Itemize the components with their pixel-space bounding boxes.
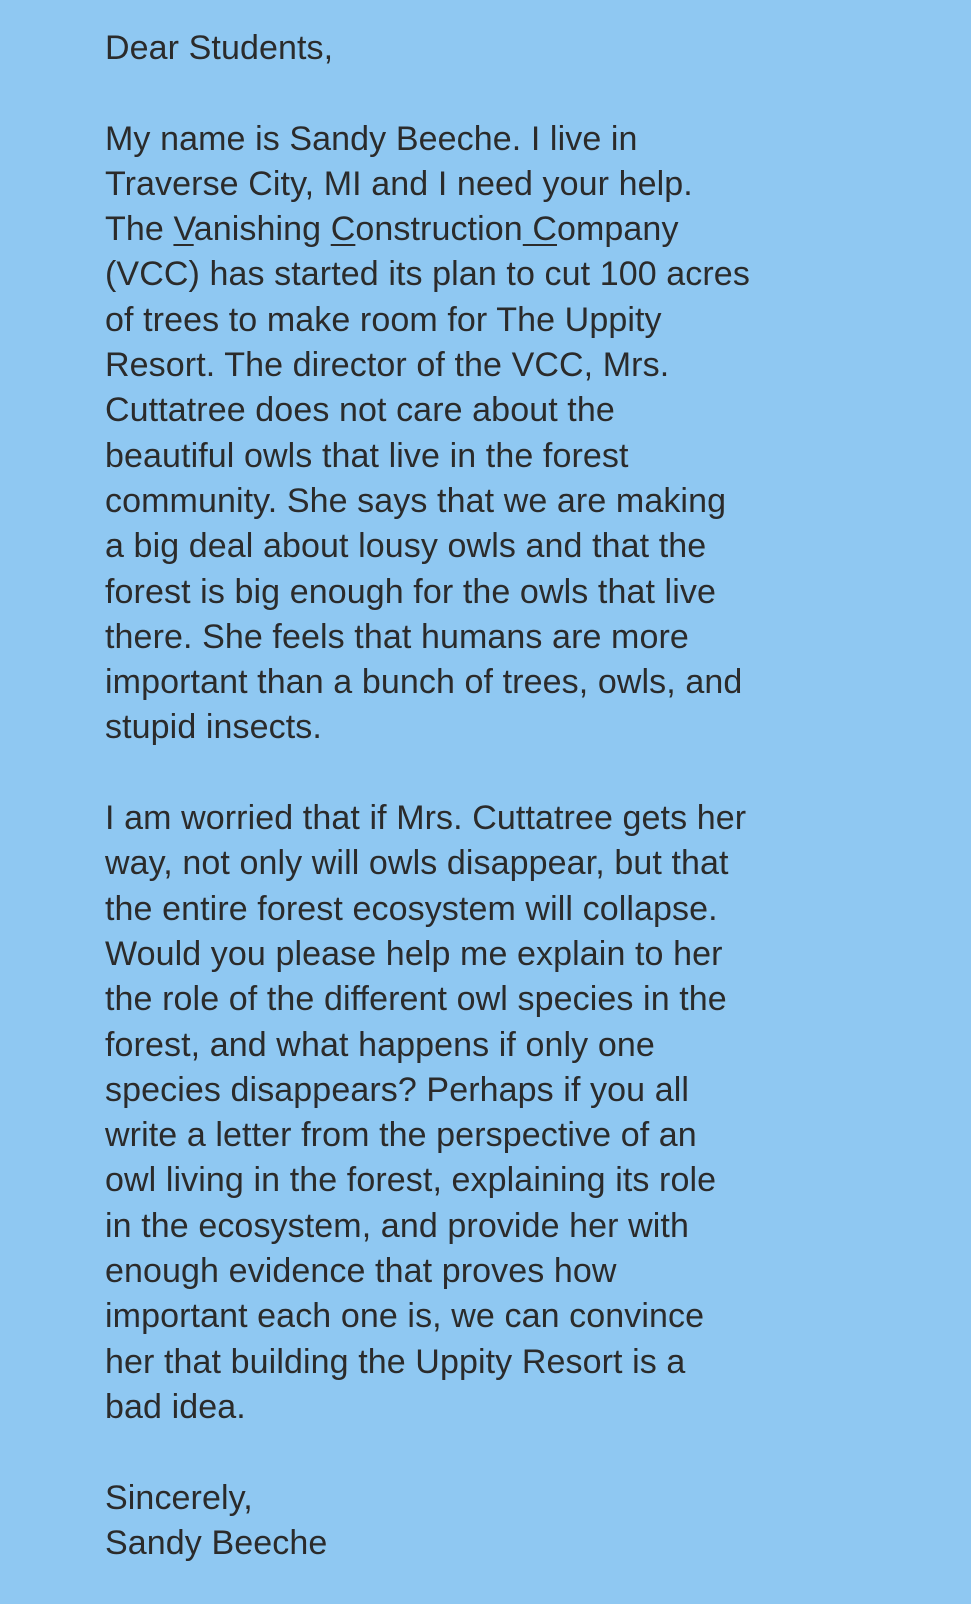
paragraph-1 [105,117,885,751]
letter-body [105,26,885,1566]
paragraph-1-line: My name is Sandy Beeche. I live in [105,119,638,158]
paragraph-1-line [105,207,885,252]
text-run: The [105,210,174,249]
paragraph-1-line: (VCC) has started its plan to cut 100 acres [105,255,750,294]
paragraph-1-line: there. She feels that humans are more [105,617,689,656]
paragraph-2-line: Would you please help me explain to her [105,934,723,973]
paragraph-2-line: way, not only will owls disappear, but that [105,844,729,883]
paragraph-2-line: in the ecosystem, and provide her with [105,1206,689,1245]
paragraph-1-line: beautiful owls that live in the forest [105,436,629,475]
paragraph-2-line: write a letter from the perspective of an [105,1116,697,1155]
underlined-letter: V [173,210,194,249]
paragraph-1-line: a big deal about lousy owls and that the [105,527,707,566]
paragraph-2-line: forest, and what happens if only one [105,1025,655,1064]
paragraph-2-line: species disappears? Perhaps if you all [105,1070,690,1109]
paragraph-1-line: forest is big enough for the owls that live [105,572,716,611]
greeting-line: Dear Students, [105,29,334,67]
underlined-letter: C [522,210,557,249]
paragraph-1-line: stupid insects. [105,708,322,747]
paragraph-gap [105,1430,885,1475]
paragraph-1-line: community. She says that we are making [105,481,727,520]
paragraph-2-line: her that building the Uppity Resort is a [105,1342,686,1381]
paragraph-2-line: enough evidence that proves how [105,1252,617,1291]
sign-off [105,1476,885,1567]
paragraph-2-line: bad idea. [105,1387,246,1426]
closing: Sincerely, [105,1478,253,1517]
paragraph-2-line: owl living in the forest, explaining its role [105,1161,717,1200]
paragraph-2 [105,796,885,1430]
paragraph-1-line: important than a bunch of trees, owls, and [105,663,743,702]
paragraph-1-line: Resort. The director of the VCC, Mrs. [105,346,670,385]
underlined-letter: C [330,210,356,249]
paragraph-1-line: of trees to make room for The Uppity [105,300,662,339]
paragraph-1-line: Traverse City, MI and I need your help. [105,164,693,203]
signature: Sandy Beeche [105,1523,328,1562]
paragraph-gap [105,71,885,116]
greeting [105,26,885,71]
text-run: onstruction [355,210,523,249]
paragraph-2-line: the entire forest ecosystem will collapse. [105,889,718,928]
text-run: anishing [193,210,331,249]
text-run: ompany [556,210,679,249]
paragraph-2-line: important each one is, we can convince [105,1297,705,1336]
paragraph-1-line: Cuttatree does not care about the [105,391,615,430]
paragraph-gap [105,751,885,796]
paragraph-2-line: I am worried that if Mrs. Cuttatree gets her [105,799,747,838]
paragraph-2-line: the role of the different owl species in the [105,980,727,1019]
